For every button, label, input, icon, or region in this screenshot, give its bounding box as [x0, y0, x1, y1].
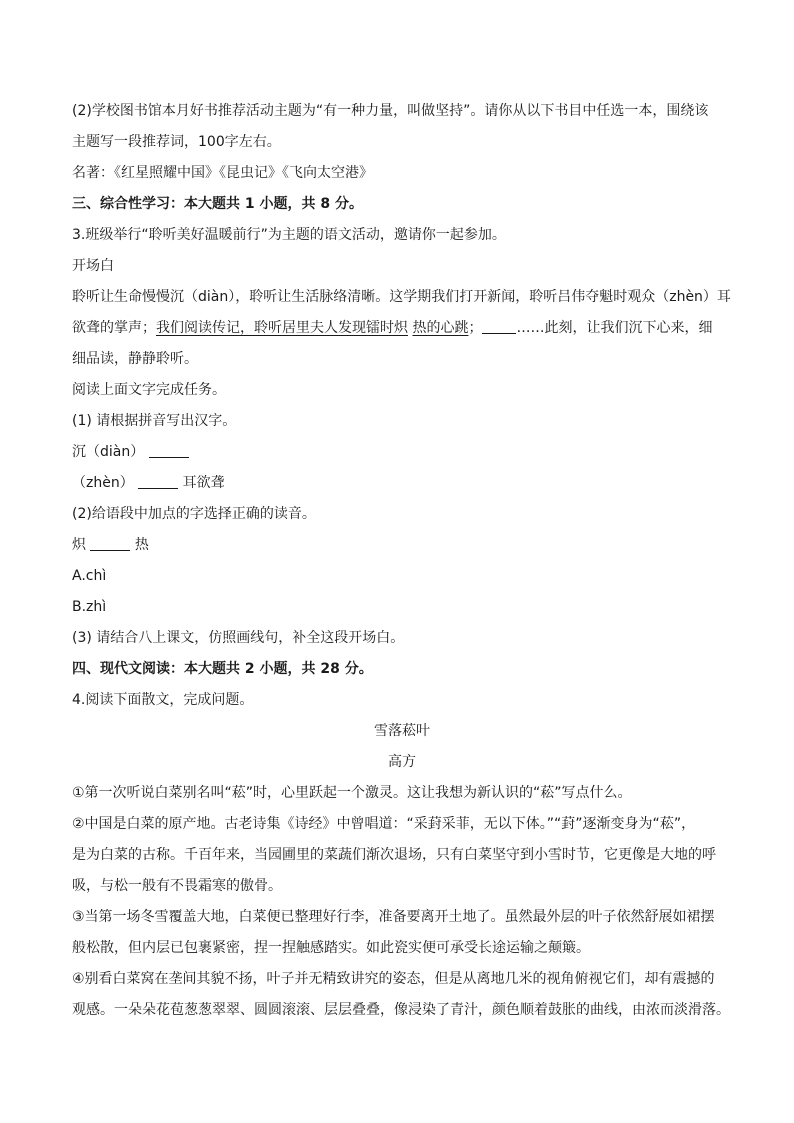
q3-sub3: (3) 请结合八上课文，仿照画线句，补全这段开场白。: [72, 630, 405, 646]
q4-prompt: 4.阅读下面散文，完成问题。: [72, 692, 254, 708]
section-4-heading: 四、现代文阅读：本大题共 2 小题，共 28 分。: [72, 661, 373, 677]
fill-blank-dian[interactable]: [149, 443, 189, 458]
q3-paragraph-line-2: [72, 313, 732, 344]
char-chi: 炽: [72, 537, 86, 553]
q3-para-text-b: ；: [468, 320, 483, 336]
q3-paragraph-line-3: 细品读，静静聆听。: [72, 351, 198, 367]
q3-prompt: 3.班级举行“聆听美好温暖前行”为主题的语文活动，邀请你一起参加。: [72, 227, 506, 243]
q3-para-text-a: 欲聋的掌声；: [72, 320, 156, 336]
section-3-heading: 三、综合性学习：本大题共 1 小题，共 8 分。: [72, 196, 363, 212]
q3-sub2-item: [72, 530, 732, 561]
char-re: 热: [134, 537, 149, 553]
fill-blank[interactable]: [482, 319, 516, 334]
option-a: A.chì: [72, 568, 107, 584]
essay-paragraph-2-line-3: 吸，与松一般有不畏霜寒的傲骨。: [72, 878, 282, 894]
essay-paragraph-4-line-2: 观感。一朵朵花苞葱葱翠翠、圆圆滚滚、层层叠叠，像浸染了青汁，颜色顺着鼓胀的曲线，由浓而淡滑落。: [72, 1002, 730, 1018]
underlined-sentence-part-2: 热的心跳: [412, 320, 469, 336]
q3-opening-label: 开场白: [72, 258, 114, 274]
q3-sub2: (2)给语段中加点的字选择正确的读音。: [72, 506, 316, 522]
essay-paragraph-4-line-1: ④别看白菜窝在垄间其貌不扬，叶子并无精致讲究的姿态，但是从离地几米的视角俯视它们，却有震撼的: [72, 971, 715, 987]
q3-sub1-a: [72, 437, 732, 468]
q2-line-2: 主题写一段推荐词，100字左右。: [72, 134, 281, 150]
q3-para-text-c: ……此刻，让我们沉下心来，细: [516, 320, 713, 336]
option-b: B.zhì: [72, 599, 107, 615]
essay-paragraph-1: ①第一次听说白菜别名叫“菘”时，心里跃起一个激灵。这让我想为新认识的“菘”写点什么。: [72, 785, 632, 801]
pinyin-zhen-suffix: 耳欲聋: [182, 475, 225, 491]
essay-paragraph-2-line-2: 是为白菜的古称。千百年来，当园圃里的菜蔬们渐次退场，只有白菜坚守到小雪时节，它更像是大地的呼: [72, 847, 716, 863]
q3-task: 阅读上面文字完成任务。: [72, 382, 226, 398]
fill-blank-zhen[interactable]: [138, 474, 178, 489]
essay-paragraph-3-line-2: 般松散，但内层已包裹紧密，捏一捏触感踏实。如此瓷实便可承受长途运输之颠簸。: [72, 940, 590, 956]
underlined-sentence-part-1: 我们阅读传记，聆听居里夫人发现镭时炽: [156, 320, 408, 336]
essay-author: 高方: [388, 754, 416, 770]
pinyin-zhen: （zhèn）: [72, 475, 134, 491]
essay-title: 雪落菘叶: [374, 723, 430, 739]
q3-sub1: (1) 请根据拼音写出汉字。: [72, 413, 237, 429]
q2-book-list: 名著：《红星照耀中国》《昆虫记》《飞向太空港》: [72, 165, 373, 181]
document-page: [72, 96, 732, 1026]
essay-paragraph-2-line-1: ②中国是白菜的原产地。古老诗集《诗经》中曾唱道：“采葑采菲，无以下体。”“葑”逐渐变身为“菘”，: [72, 816, 696, 832]
essay-paragraph-3-line-1: ③当第一场冬雪覆盖大地，白菜便已整理好行李，准备要离开土地了。虽然最外层的叶子依然舒展如裙摆: [72, 909, 715, 925]
q3-sub1-b: [72, 468, 732, 499]
q2-line-1: (2)学校图书馆本月好书推荐活动主题为“有一种力量，叫做坚持”。请你从以下书目中任选一本，围绕该: [72, 103, 709, 119]
q3-paragraph-line-1: 聆听让生命慢慢沉（diàn），聆听让生活脉络清晰。这学期我们打开新闻，聆听吕伟夺魁时观众（zhèn）耳: [72, 289, 731, 305]
fill-blank-chi[interactable]: [90, 536, 130, 551]
pinyin-dian: 沉（diàn）: [72, 444, 145, 460]
